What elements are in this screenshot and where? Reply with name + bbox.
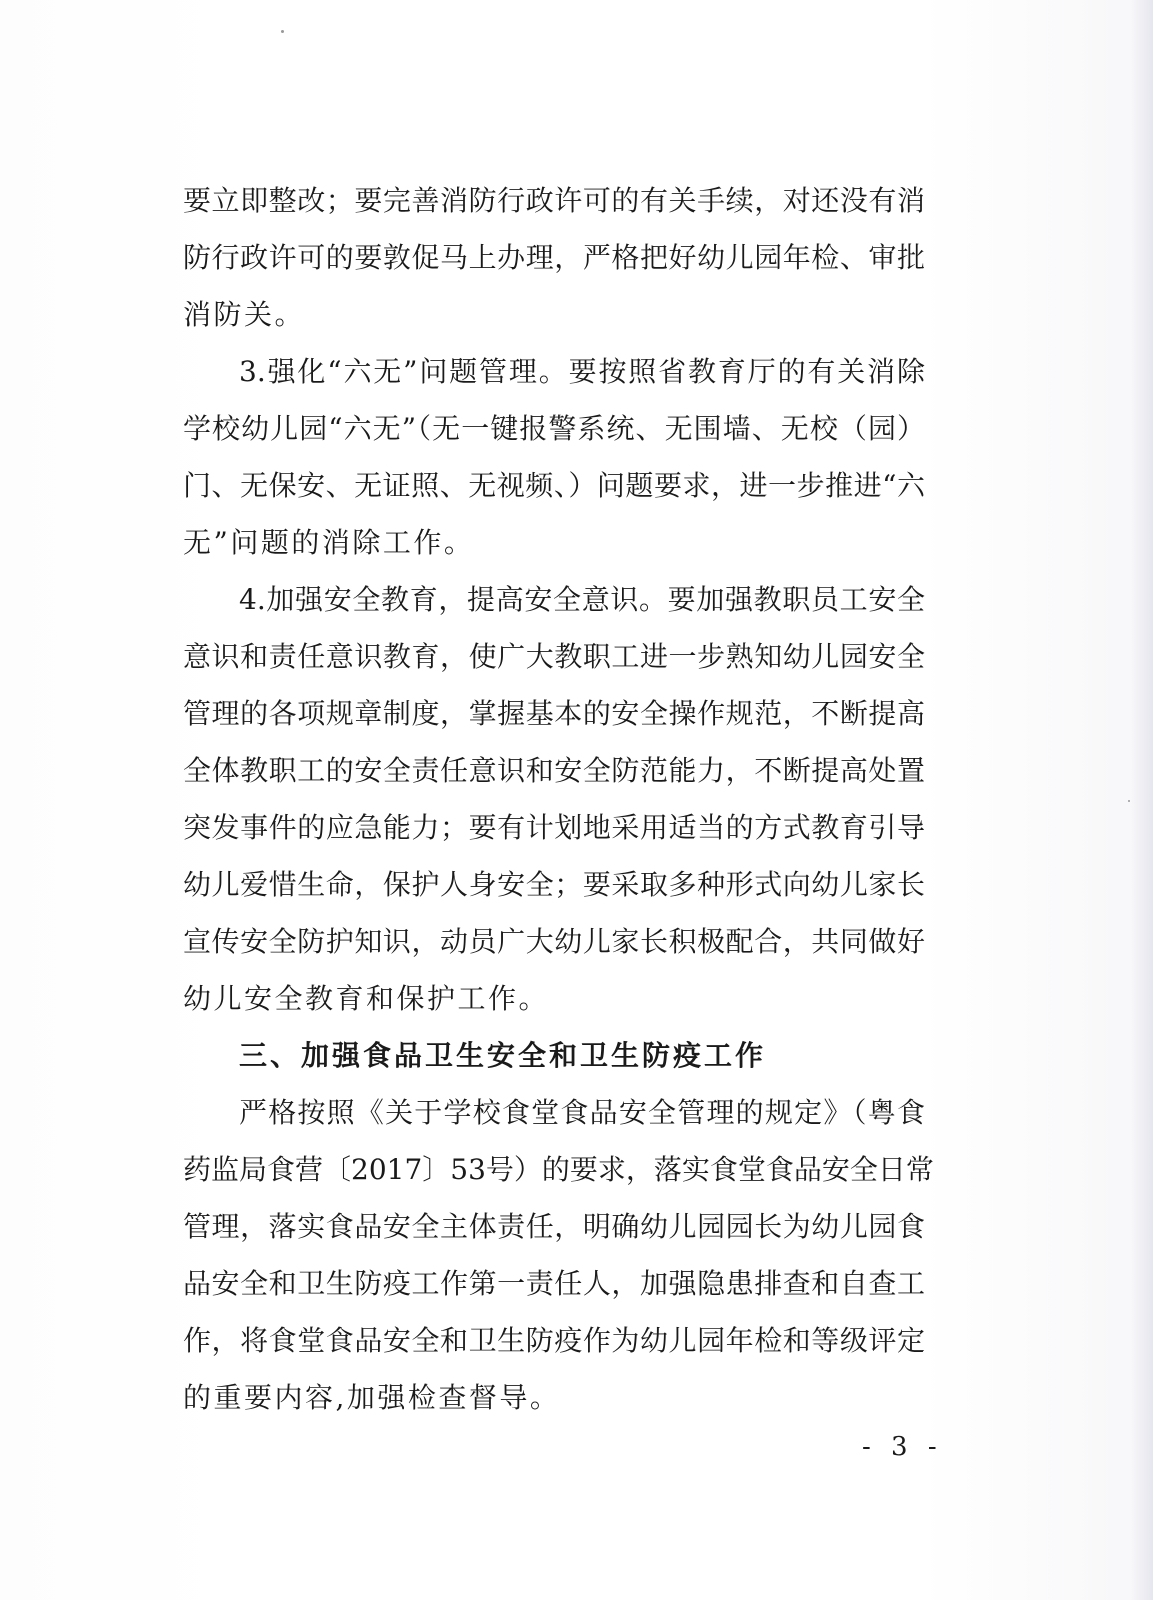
scan-edge-shadow <box>1131 0 1153 1600</box>
text-line: 严格按照《关于学校食堂食品安全管理的规定》（粤食 <box>239 1096 925 1129</box>
list-item-3-heading: 3.强化“六无”问题管理。要按照省教育厅的有关消除 <box>239 355 925 388</box>
text-line: 宣传安全防护知识，动员广大幼儿家长积极配合，共同做好 <box>183 925 925 958</box>
scan-speck <box>1128 800 1130 802</box>
text-line: 门、无保安、无证照、无视频、）问题要求，进一步推进“六 <box>183 469 925 502</box>
section-heading-3: 三、加强食品卫生安全和卫生防疫工作 <box>239 1039 767 1072</box>
text-line: 管理，落实食品安全主体责任，明确幼儿园园长为幼儿园食 <box>183 1210 925 1243</box>
page-number: - 3 - <box>862 1432 943 1462</box>
text-line: 幼儿安全教育和保护工作。 <box>183 982 550 1015</box>
text-line: 防行政许可的要敦促马上办理，严格把好幼儿园年检、审批 <box>183 241 925 274</box>
text-line: 无”问题的消除工作。 <box>183 526 475 559</box>
text-line: 品安全和卫生防疫工作第一责任人，加强隐患排查和自查工 <box>183 1267 925 1300</box>
scan-speck <box>281 30 284 33</box>
text-line: 的重要内容,加强检查督导。 <box>183 1381 561 1414</box>
text-line: 意识和责任意识教育，使广大教职工进一步熟知幼儿园安全 <box>183 640 925 673</box>
text-line: 幼儿爱惜生命，保护人身安全；要采取多种形式向幼儿家长 <box>183 868 925 901</box>
list-item-4-heading: 4.加强安全教育，提高安全意识。要加强教职员工安全 <box>239 583 925 616</box>
text-line: 消防关。 <box>183 298 306 331</box>
text-line: 作，将食堂食品安全和卫生防疫作为幼儿园年检和等级评定 <box>183 1324 925 1357</box>
text-line: 全体教职工的安全责任意识和安全防范能力，不断提高处置 <box>183 754 925 787</box>
text-line: 学校幼儿园“六无”（无一键报警系统、无围墙、无校（园） <box>183 412 925 445</box>
text-line: 药监局食营〔2017〕53号）的要求，落实食堂食品安全日常 <box>183 1153 934 1186</box>
text-line: 管理的各项规章制度，掌握基本的安全操作规范，不断提高 <box>183 697 925 730</box>
text-line: 突发事件的应急能力；要有计划地采用适当的方式教育引导 <box>183 811 925 844</box>
document-body <box>183 172 934 1426</box>
text-line: 要立即整改；要完善消防行政许可的有关手续，对还没有消 <box>183 184 925 217</box>
